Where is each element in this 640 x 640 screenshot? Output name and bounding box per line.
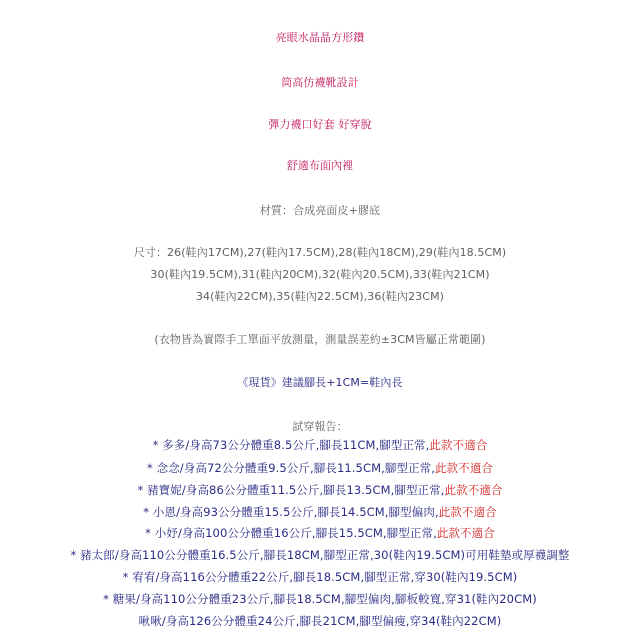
trial-report-item bbox=[0, 526, 640, 540]
trial-report-text: * 豬寶妮/身高86公分體重11.5公斤,腳長13.5CM,腳型正常, bbox=[137, 483, 445, 497]
trial-report-item bbox=[0, 438, 640, 452]
trial-report-title: 試穿報告： bbox=[292, 420, 348, 433]
trial-report-item bbox=[0, 570, 640, 584]
trial-report-item bbox=[0, 592, 640, 606]
not-suitable-note: 此款不適合 bbox=[436, 526, 495, 540]
trial-report-text: * 多多/身高73公分體重8.5公斤,腳長11CM,腳型正常, bbox=[152, 438, 430, 452]
feature-line: 亮眼水晶晶方形鑽 bbox=[275, 31, 365, 44]
not-suitable-note: 此款不適合 bbox=[444, 483, 503, 497]
feature-line: 舒適布面內裡 bbox=[286, 159, 354, 172]
size-line: 34(鞋內22CM),35(鞋內22.5CM),36(鞋內23CM) bbox=[195, 290, 445, 303]
trial-report-item bbox=[0, 461, 640, 475]
trial-report-item bbox=[0, 614, 640, 628]
not-suitable-note: 此款不適合 bbox=[435, 461, 494, 475]
not-suitable-note: 此款不適合 bbox=[438, 505, 497, 519]
feature-line: 筒高仿襪靴設計 bbox=[281, 76, 359, 89]
trial-report-text: * 糖果/身高110公分體重23公斤,腳長18.5CM,腳型偏肉,腳板較寬,穿31(鞋內20CM) bbox=[103, 592, 537, 606]
material-line: 材質：合成亮面皮+膠底 bbox=[259, 204, 381, 217]
trial-report-text: * 小妤/身高100公分體重16公斤,腳長15.5CM,腳型正常, bbox=[145, 526, 437, 540]
measure-note: (衣物皆為實際手工單面平放測量，測量誤差約±3CM皆屬正常範圍) bbox=[154, 333, 486, 346]
trial-report-text: * 小恩/身高93公分體重15.5公斤,腳長14.5CM,腳型偏肉, bbox=[143, 505, 439, 519]
trial-report-item bbox=[0, 505, 640, 519]
feature-line: 彈力襪口好套 好穿脫 bbox=[268, 118, 372, 131]
size-line: 30(鞋內19.5CM),31(鞋內20CM),32(鞋內20.5CM),33(鞋內21CM) bbox=[150, 268, 490, 281]
trial-report-item bbox=[0, 548, 640, 562]
not-suitable-note: 此款不適合 bbox=[429, 438, 488, 452]
trial-report-text: * 豬太郎/身高110公分體重16.5公斤,腳長18CM,腳型正常,30(鞋內19.5CM)可用鞋墊或厚襪調整 bbox=[70, 548, 570, 562]
trial-report-text: * 宥宥/身高116公分體重22公斤,腳長18.5CM,腳型正常,穿30(鞋內19.5CM) bbox=[122, 570, 518, 584]
size-line: 尺寸：26(鞋內17CM),27(鞋內17.5CM),28(鞋內18CM),29(鞋內18.5CM) bbox=[133, 246, 507, 259]
trial-report-item bbox=[0, 483, 640, 497]
trial-report-text: 啾啾/身高126公分體重24公斤,腳長21CM,腳型偏瘦,穿34(鞋內22CM) bbox=[138, 614, 502, 628]
trial-report-text: * 念念/身高72公分體重9.5公斤,腳長11.5CM,腳型正常, bbox=[146, 461, 436, 475]
recommendation-line: 《現貨》建議腳長+1CM=鞋內長 bbox=[237, 376, 403, 389]
